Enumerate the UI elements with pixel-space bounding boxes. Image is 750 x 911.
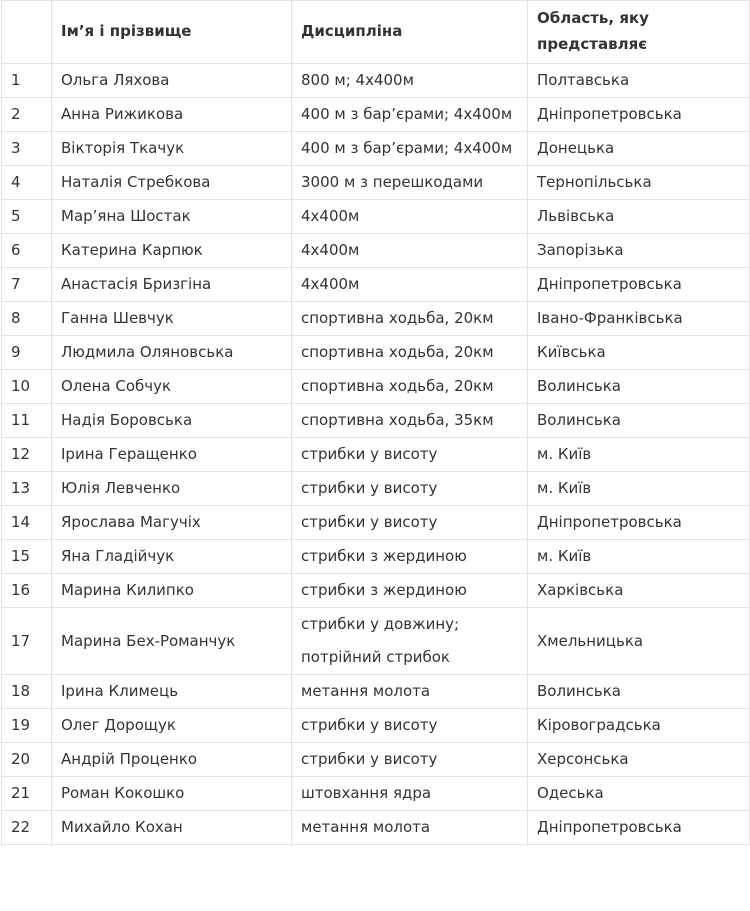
table-row — [2, 132, 750, 166]
table-row — [2, 166, 750, 200]
athlete-region: Кіровоградська — [528, 709, 750, 743]
athlete-discipline: 800 м; 4х400м — [292, 64, 528, 98]
row-number: 22 — [2, 811, 52, 845]
athlete-discipline: стрибки з жердиною — [292, 574, 528, 608]
athlete-name: Мар’яна Шостак — [52, 200, 292, 234]
row-number: 19 — [2, 709, 52, 743]
table-row — [2, 574, 750, 608]
table-row — [2, 64, 750, 98]
row-number: 15 — [2, 540, 52, 574]
row-number: 9 — [2, 336, 52, 370]
row-number: 4 — [2, 166, 52, 200]
athletes-table — [1, 0, 750, 845]
athlete-discipline: спортивна ходьба, 20км — [292, 336, 528, 370]
athlete-name: Наталія Стребкова — [52, 166, 292, 200]
athlete-region: Харківська — [528, 574, 750, 608]
athlete-name: Роман Кокошко — [52, 777, 292, 811]
athlete-discipline: штовхання ядра — [292, 777, 528, 811]
athlete-region: Тернопільська — [528, 166, 750, 200]
table-row — [2, 472, 750, 506]
header-number — [2, 1, 52, 64]
athlete-discipline: 3000 м з перешкодами — [292, 166, 528, 200]
athlete-name: Михайло Кохан — [52, 811, 292, 845]
athlete-discipline: стрибки з жердиною — [292, 540, 528, 574]
table-row — [2, 200, 750, 234]
table-row — [2, 709, 750, 743]
athlete-discipline: 4х400м — [292, 200, 528, 234]
table-row — [2, 404, 750, 438]
athlete-discipline: 4х400м — [292, 234, 528, 268]
athlete-region: Запорізька — [528, 234, 750, 268]
athlete-region: Херсонська — [528, 743, 750, 777]
table-row — [2, 506, 750, 540]
table-row — [2, 336, 750, 370]
table-row — [2, 268, 750, 302]
athlete-region: м. Київ — [528, 540, 750, 574]
athlete-region: Дніпропетровська — [528, 506, 750, 540]
table-row — [2, 811, 750, 845]
athlete-discipline: 4х400м — [292, 268, 528, 302]
athlete-name: Анастасія Бризгіна — [52, 268, 292, 302]
table-row — [2, 540, 750, 574]
table-row — [2, 370, 750, 404]
athlete-name: Ірина Геращенко — [52, 438, 292, 472]
athlete-name: Марина Килипко — [52, 574, 292, 608]
athlete-region: Одеська — [528, 777, 750, 811]
table-row — [2, 234, 750, 268]
athlete-discipline: спортивна ходьба, 35км — [292, 404, 528, 438]
row-number: 16 — [2, 574, 52, 608]
athlete-region: Київська — [528, 336, 750, 370]
athlete-region: Дніпропетровська — [528, 811, 750, 845]
row-number: 10 — [2, 370, 52, 404]
athlete-name: Вікторія Ткачук — [52, 132, 292, 166]
table-row — [2, 302, 750, 336]
row-number: 13 — [2, 472, 52, 506]
table-header-row — [2, 1, 750, 64]
header-region: Область, яку представляє — [528, 1, 750, 64]
athlete-region: Полтавська — [528, 64, 750, 98]
athlete-region: Дніпропетровська — [528, 268, 750, 302]
row-number: 18 — [2, 675, 52, 709]
athlete-discipline: стрибки у висоту — [292, 438, 528, 472]
athlete-region: Хмельницька — [528, 608, 750, 675]
athlete-name: Ганна Шевчук — [52, 302, 292, 336]
athlete-name: Ярослава Магучіх — [52, 506, 292, 540]
athlete-region: Івано-Франківська — [528, 302, 750, 336]
athlete-discipline: стрибки у висоту — [292, 506, 528, 540]
athlete-discipline: 400 м з бар’єрами; 4х400м — [292, 98, 528, 132]
row-number: 6 — [2, 234, 52, 268]
athlete-discipline: 400 м з бар’єрами; 4х400м — [292, 132, 528, 166]
athlete-name: Ольга Ляхова — [52, 64, 292, 98]
athlete-name: Людмила Оляновська — [52, 336, 292, 370]
athlete-name: Анна Рижикова — [52, 98, 292, 132]
athlete-region: м. Київ — [528, 438, 750, 472]
row-number: 11 — [2, 404, 52, 438]
row-number: 2 — [2, 98, 52, 132]
table-row — [2, 675, 750, 709]
row-number: 8 — [2, 302, 52, 336]
athlete-region: Волинська — [528, 404, 750, 438]
athlete-region: Львівська — [528, 200, 750, 234]
athlete-name: Юлія Левченко — [52, 472, 292, 506]
table-row — [2, 98, 750, 132]
header-discipline: Дисципліна — [292, 1, 528, 64]
table-row — [2, 777, 750, 811]
athlete-name: Ірина Климець — [52, 675, 292, 709]
row-number: 3 — [2, 132, 52, 166]
row-number: 14 — [2, 506, 52, 540]
athlete-region: Волинська — [528, 370, 750, 404]
athlete-region: м. Київ — [528, 472, 750, 506]
table-row — [2, 438, 750, 472]
athlete-discipline: метання молота — [292, 675, 528, 709]
athlete-discipline: стрибки у висоту — [292, 709, 528, 743]
table-row — [2, 743, 750, 777]
row-number: 12 — [2, 438, 52, 472]
athlete-discipline: спортивна ходьба, 20км — [292, 370, 528, 404]
athlete-region: Донецька — [528, 132, 750, 166]
row-number: 17 — [2, 608, 52, 675]
row-number: 20 — [2, 743, 52, 777]
row-number: 5 — [2, 200, 52, 234]
athlete-discipline: спортивна ходьба, 20км — [292, 302, 528, 336]
athlete-discipline: метання молота — [292, 811, 528, 845]
table-row — [2, 608, 750, 675]
athlete-discipline: стрибки у висоту — [292, 743, 528, 777]
athlete-discipline: стрибки у висоту — [292, 472, 528, 506]
athlete-name: Олена Собчук — [52, 370, 292, 404]
header-name: Ім’я і прізвище — [52, 1, 292, 64]
athlete-region: Дніпропетровська — [528, 98, 750, 132]
athlete-name: Марина Бех-Романчук — [52, 608, 292, 675]
athlete-region: Волинська — [528, 675, 750, 709]
row-number: 21 — [2, 777, 52, 811]
athlete-name: Надія Боровська — [52, 404, 292, 438]
athlete-discipline: стрибки у довжину; потрійний стрибок — [292, 608, 528, 675]
athlete-name: Олег Дорощук — [52, 709, 292, 743]
row-number: 1 — [2, 64, 52, 98]
athlete-name: Катерина Карпюк — [52, 234, 292, 268]
row-number: 7 — [2, 268, 52, 302]
athlete-name: Яна Гладійчук — [52, 540, 292, 574]
athlete-name: Андрій Проценко — [52, 743, 292, 777]
